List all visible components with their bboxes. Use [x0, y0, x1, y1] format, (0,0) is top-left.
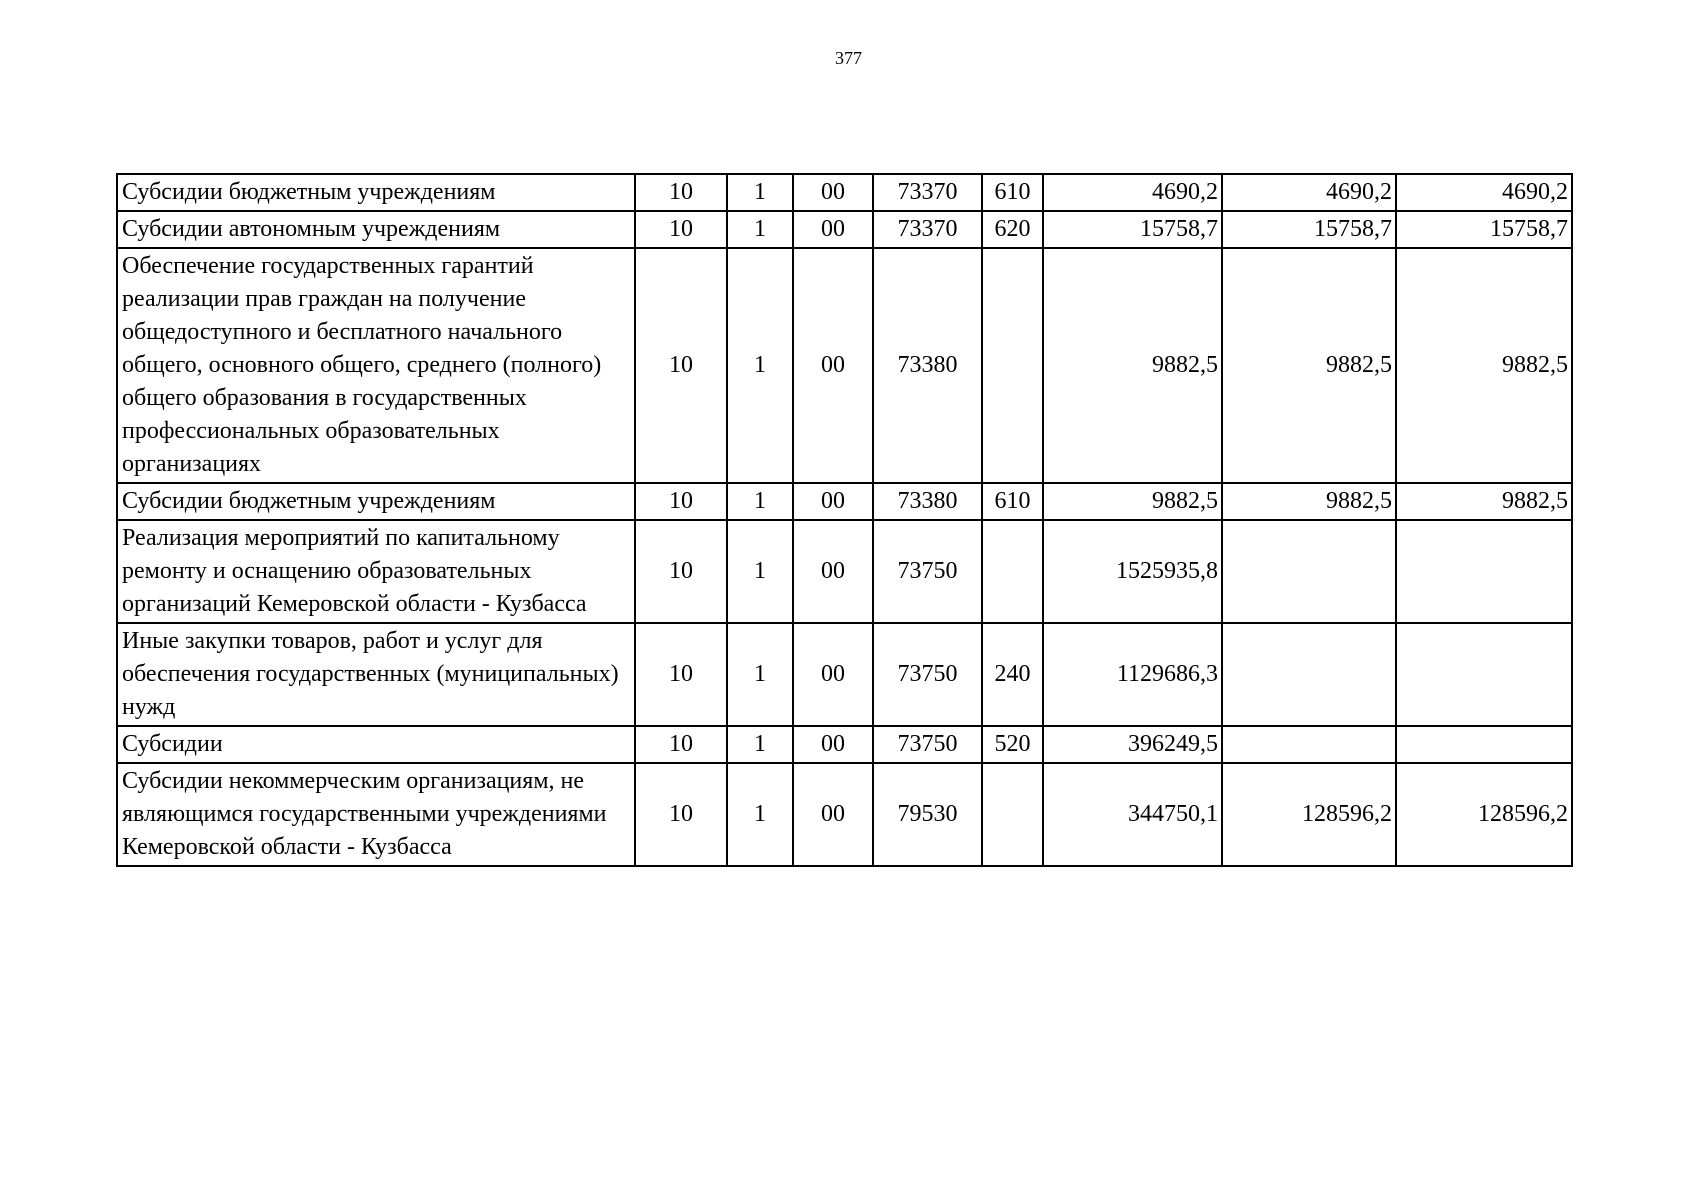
- section-code: 10: [635, 211, 727, 248]
- budget-table: [116, 173, 1573, 867]
- amount-2: 15758,7: [1222, 211, 1396, 248]
- table-row: [117, 174, 1572, 211]
- expense-type-code: [982, 520, 1043, 623]
- row-name: Субсидии некоммерческим организациям, не являющимся государственными учреждениями Кемеровской области - Кузбасса: [117, 763, 635, 866]
- row-name: Субсидии бюджетным учреждениям: [117, 483, 635, 520]
- amount-3: 15758,7: [1396, 211, 1572, 248]
- expense-type-code: 240: [982, 623, 1043, 726]
- expense-type-code: 520: [982, 726, 1043, 763]
- amount-3: [1396, 726, 1572, 763]
- target-code: 73370: [873, 211, 982, 248]
- expense-type-code: 610: [982, 174, 1043, 211]
- table-row: [117, 248, 1572, 483]
- row-name: Субсидии: [117, 726, 635, 763]
- amount-3: [1396, 623, 1572, 726]
- program-code: 00: [793, 726, 873, 763]
- amount-1: 396249,5: [1043, 726, 1222, 763]
- row-name: Иные закупки товаров, работ и услуг для обеспечения государственных (муниципальных) нужд: [117, 623, 635, 726]
- amount-3: 9882,5: [1396, 483, 1572, 520]
- amount-1: 344750,1: [1043, 763, 1222, 866]
- table-row: [117, 623, 1572, 726]
- subsection-code: 1: [727, 483, 793, 520]
- target-code: 73380: [873, 483, 982, 520]
- target-code: 73750: [873, 520, 982, 623]
- program-code: 00: [793, 211, 873, 248]
- amount-1: 4690,2: [1043, 174, 1222, 211]
- program-code: 00: [793, 520, 873, 623]
- amount-3: 4690,2: [1396, 174, 1572, 211]
- subsection-code: 1: [727, 623, 793, 726]
- target-code: 73380: [873, 248, 982, 483]
- table-row: [117, 483, 1572, 520]
- amount-2: [1222, 623, 1396, 726]
- page-number: 377: [835, 48, 862, 68]
- subsection-code: 1: [727, 763, 793, 866]
- program-code: 00: [793, 248, 873, 483]
- program-code: 00: [793, 483, 873, 520]
- subsection-code: 1: [727, 520, 793, 623]
- target-code: 73370: [873, 174, 982, 211]
- program-code: 00: [793, 763, 873, 866]
- amount-3: 9882,5: [1396, 248, 1572, 483]
- program-code: 00: [793, 623, 873, 726]
- subsection-code: 1: [727, 248, 793, 483]
- section-code: 10: [635, 174, 727, 211]
- amount-3: 128596,2: [1396, 763, 1572, 866]
- row-name: Субсидии автономным учреждениям: [117, 211, 635, 248]
- table-row: [117, 763, 1572, 866]
- expense-type-code: [982, 248, 1043, 483]
- section-code: 10: [635, 726, 727, 763]
- subsection-code: 1: [727, 211, 793, 248]
- amount-2: 128596,2: [1222, 763, 1396, 866]
- amount-3: [1396, 520, 1572, 623]
- amount-2: [1222, 726, 1396, 763]
- program-code: 00: [793, 174, 873, 211]
- section-code: 10: [635, 248, 727, 483]
- amount-1: 9882,5: [1043, 483, 1222, 520]
- amount-2: 9882,5: [1222, 483, 1396, 520]
- subsection-code: 1: [727, 174, 793, 211]
- amount-1: 1129686,3: [1043, 623, 1222, 726]
- target-code: 79530: [873, 763, 982, 866]
- amount-2: 4690,2: [1222, 174, 1396, 211]
- subsection-code: 1: [727, 726, 793, 763]
- amount-1: 15758,7: [1043, 211, 1222, 248]
- section-code: 10: [635, 520, 727, 623]
- section-code: 10: [635, 763, 727, 866]
- section-code: 10: [635, 623, 727, 726]
- amount-1: 9882,5: [1043, 248, 1222, 483]
- expense-type-code: 610: [982, 483, 1043, 520]
- table-row: [117, 211, 1572, 248]
- amount-1: 1525935,8: [1043, 520, 1222, 623]
- table-row: [117, 726, 1572, 763]
- section-code: 10: [635, 483, 727, 520]
- table-row: [117, 520, 1572, 623]
- target-code: 73750: [873, 623, 982, 726]
- amount-2: 9882,5: [1222, 248, 1396, 483]
- row-name: Субсидии бюджетным учреждениям: [117, 174, 635, 211]
- amount-2: [1222, 520, 1396, 623]
- row-name: Обеспечение государственных гарантий реализации прав граждан на получение общедоступного и бесплатного начального общего, основного общего, среднего (полного) общего образования в государственных профессиональных образовательных организациях: [117, 248, 635, 483]
- expense-type-code: 620: [982, 211, 1043, 248]
- row-name: Реализация мероприятий по капитальному ремонту и оснащению образовательных организаций Кемеровской области - Кузбасса: [117, 520, 635, 623]
- expense-type-code: [982, 763, 1043, 866]
- target-code: 73750: [873, 726, 982, 763]
